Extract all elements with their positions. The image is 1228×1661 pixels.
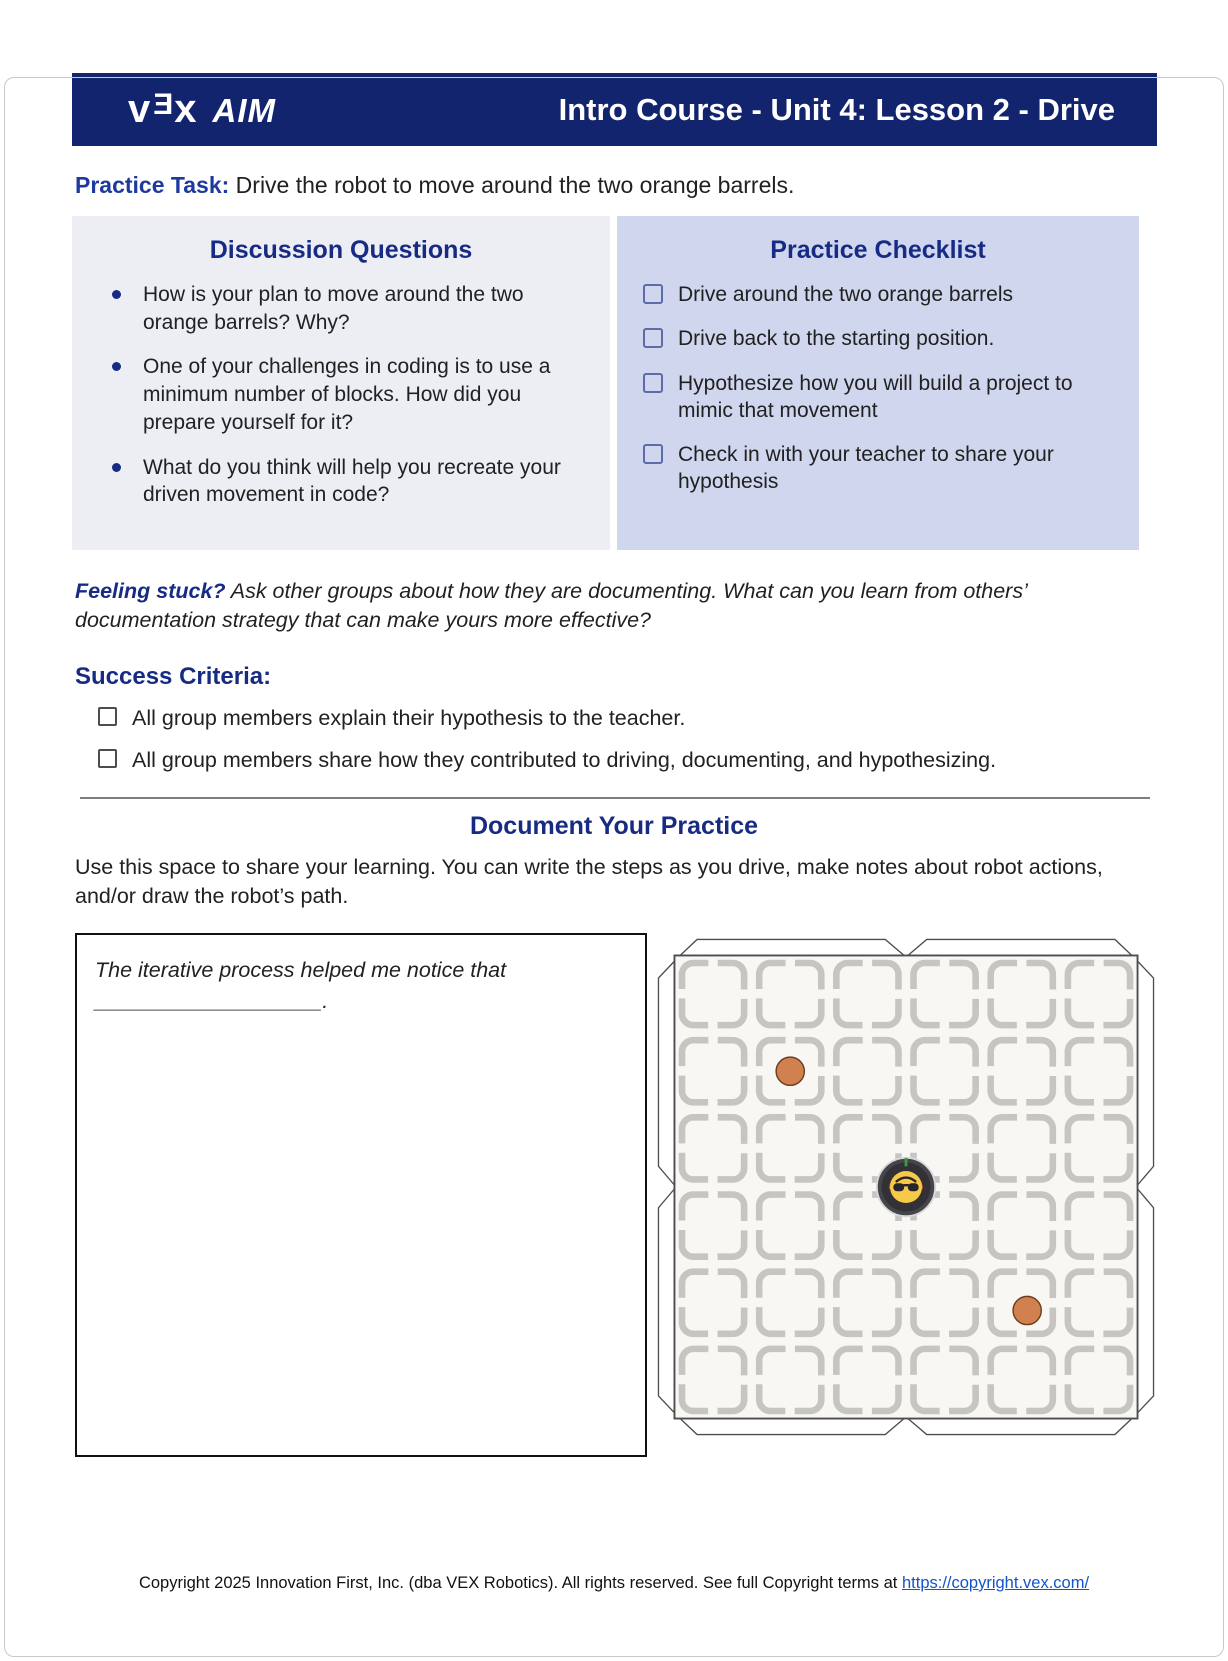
logo-letter-v: v bbox=[128, 87, 153, 131]
field-edge-flap bbox=[1138, 1188, 1154, 1412]
field-edge-flap bbox=[908, 1418, 1132, 1434]
checklist-item bbox=[643, 370, 1113, 425]
field-edge-flap bbox=[680, 939, 904, 955]
aim-robot-icon bbox=[877, 1157, 935, 1215]
header-bar bbox=[72, 73, 1157, 146]
success-criteria-title: Success Criteria: bbox=[75, 662, 272, 690]
robot-led-indicator bbox=[905, 1157, 908, 1165]
field-edge-flap bbox=[658, 1188, 674, 1412]
success-item-label: All group members explain their hypothesis to the teacher. bbox=[132, 705, 686, 730]
success-criteria-section bbox=[72, 663, 1156, 776]
field-edge-flap bbox=[1138, 961, 1154, 1185]
checkbox[interactable] bbox=[643, 328, 663, 348]
success-item-label: All group members share how they contributed to driving, documenting, and hypothesizing. bbox=[132, 748, 997, 773]
copyright-footer bbox=[0, 1574, 1228, 1593]
practice-task-line bbox=[72, 172, 1156, 199]
discussion-questions-panel bbox=[72, 216, 610, 550]
page-title: Intro Course - Unit 4: Lesson 2 - Drive bbox=[558, 91, 1115, 127]
discussion-questions-title: Discussion Questions bbox=[209, 236, 473, 264]
checklist-item-label: Drive back to the starting position. bbox=[678, 327, 995, 351]
orange-barrel-icon bbox=[1013, 1296, 1041, 1324]
practice-task-text: Drive the robot to move around the two orange barrels. bbox=[235, 172, 795, 198]
discussion-questions-list bbox=[98, 281, 584, 509]
list-item: What do you think will help you recreate your driven movement in code? bbox=[98, 454, 584, 509]
checklist-item-label: Drive around the two orange barrels bbox=[678, 283, 1014, 306]
field-svg bbox=[650, 927, 1162, 1447]
feeling-stuck-note bbox=[72, 577, 1156, 635]
section-divider bbox=[80, 797, 1150, 799]
field-edge-flap bbox=[658, 961, 674, 1185]
checkbox[interactable] bbox=[643, 284, 663, 304]
logo-letter-e: Ǝ bbox=[153, 88, 174, 121]
checklist-item bbox=[643, 325, 1113, 352]
feeling-stuck-label: Feeling stuck? bbox=[75, 579, 226, 604]
feeling-stuck-text: Ask other groups about how they are documenting. What can you learn from others’ documentation strategy that can make yours more effective? bbox=[75, 579, 1027, 633]
checklist-item bbox=[643, 281, 1113, 308]
vex-aim-logo bbox=[128, 89, 276, 130]
list-item: One of your challenges in coding is to use a minimum number of blocks. How did you prepare yourself for it? bbox=[98, 353, 584, 436]
logo-aim: AIM bbox=[212, 92, 277, 129]
field-canvas bbox=[650, 927, 1162, 1447]
success-criteria-item bbox=[98, 705, 1156, 733]
list-item: How is your plan to move around the two orange barrels? Why? bbox=[98, 281, 584, 336]
document-practice-intro: Use this space to share your learning. You can write the steps as you drive, make notes about robot actions, and/or draw the robot’s path. bbox=[75, 855, 1103, 908]
logo-letter-x: x bbox=[174, 87, 199, 131]
copyright-text: Copyright 2025 Innovation First, Inc. (dba VEX Robotics). All rights reserved. See full Copyright terms at bbox=[138, 1574, 902, 1592]
checklist-item-label: Hypothesize how you will build a project to mimic that movement bbox=[678, 371, 1073, 422]
field-edge-flap bbox=[908, 939, 1132, 955]
success-criteria-item bbox=[98, 747, 1156, 775]
checkbox[interactable] bbox=[98, 749, 117, 768]
checkbox[interactable] bbox=[98, 707, 117, 726]
document-practice-title: Document Your Practice bbox=[469, 812, 759, 841]
worksheet-content bbox=[72, 172, 1156, 1457]
checklist-item-label: Check in with your teacher to share your hypothesis bbox=[678, 443, 1054, 494]
notes-prompt-line1: The iterative process helped me notice that bbox=[95, 957, 507, 982]
notes-prompt-blank: ___________________. bbox=[95, 988, 329, 1013]
checkbox[interactable] bbox=[643, 373, 663, 393]
orange-barrel-icon bbox=[776, 1057, 804, 1085]
notes-area[interactable] bbox=[75, 933, 647, 1457]
field-figure bbox=[650, 927, 1162, 1447]
practice-checklist-panel bbox=[617, 216, 1139, 550]
copyright-link[interactable]: https://copyright.vex.com/ bbox=[901, 1574, 1090, 1592]
checkbox[interactable] bbox=[643, 444, 663, 464]
checklist-item bbox=[643, 441, 1113, 496]
practice-checklist-title: Practice Checklist bbox=[770, 236, 986, 264]
practice-task-label: Practice Task: bbox=[75, 172, 230, 198]
field-edge-flap bbox=[680, 1418, 904, 1434]
work-area-row bbox=[72, 933, 1156, 1457]
panels-row bbox=[72, 216, 1156, 550]
